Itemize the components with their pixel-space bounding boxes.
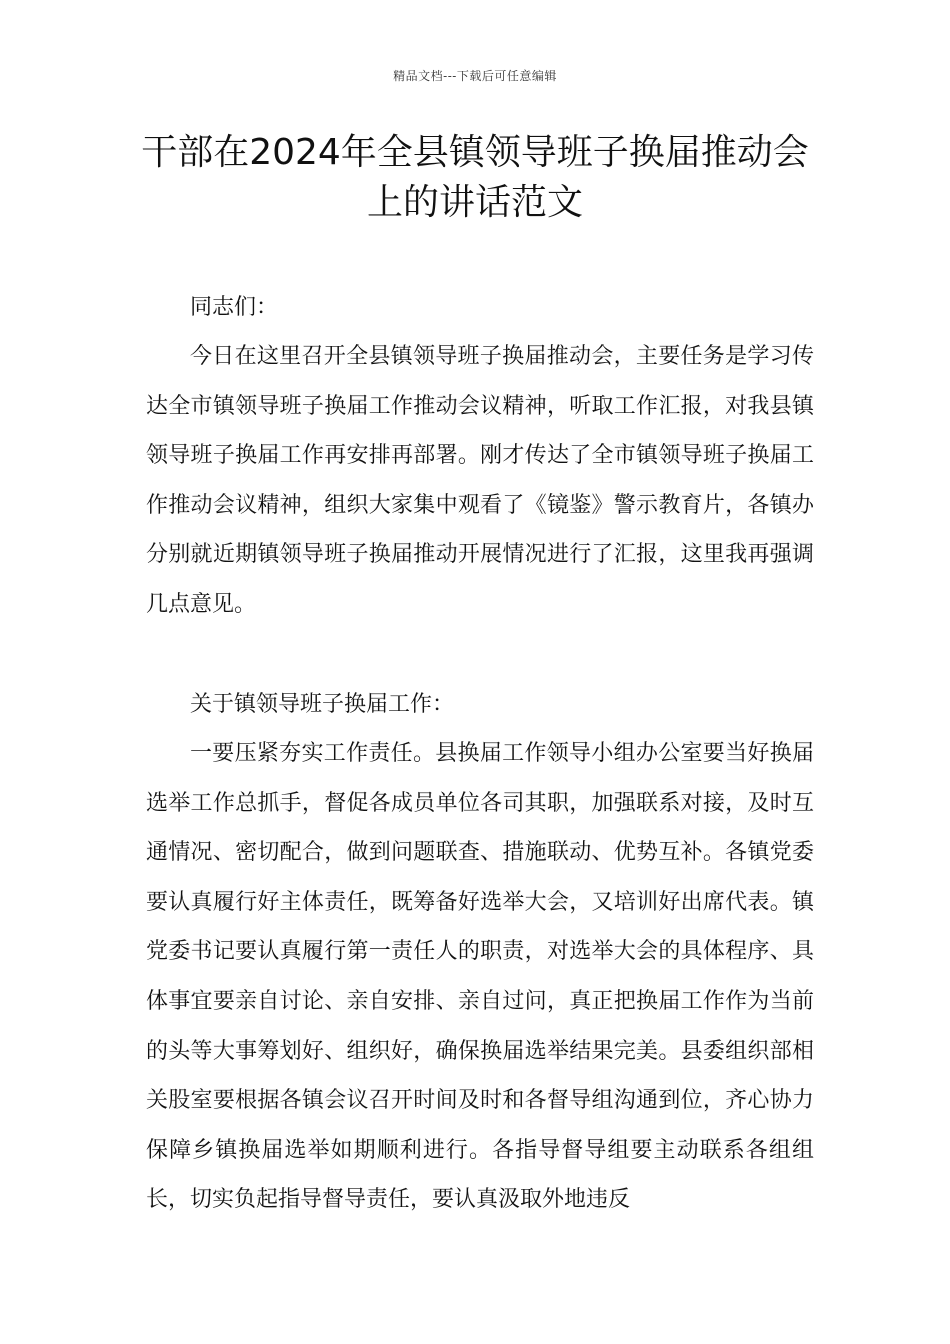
salutation: 同志们： [190,295,279,320]
header-note: 精品文档---下载后可任意编辑 [393,69,557,83]
document-title: 干部在2024年全县镇领导班子换届推动会上的讲话范文 [141,132,809,223]
paragraph-1: 今日在这里召开全县镇领导班子换届推动会，主要任务是学习传达全市镇领导班子换届工作推动会议精神，听取工作汇报，对我县镇领导班子换届工作再安排再部署。刚才传达了全市镇领导班子换届工作推动会议精神，组织大家集中观看了《镜鉴》警示教育片，各镇办分别就近期镇领导班子换届推动开展情况进行了汇报，这里我再强调几点意见。 [146,344,814,617]
section-paragraph-1: 一要压紧夯实工作责任。县换届工作领导小组办公室要当好换届选举工作总抓手，督促各成员单位各司其职，加强联系对接，及时互通情况、密切配合，做到问题联查、措施联动、优势互补。各镇党委要认真履行好主体责任，既筹备好选举大会，又培训好出席代表。镇党委书记要认真履行第一责任人的职责，对选举大会的具体程序、具体事宜要亲自讨论、亲自安排、亲自过问，真正把换届工作作为当前的头等大事筹划好、组织好，确保换届选举结果完美。县委组织部相关股室要根据各镇会议召开时间及时和各督导组沟通到位，齐心协力保障乡镇换届选举如期顺利进行。各指导督导组要主动联系各组组长，切实负起指导督导责任，要认真汲取外地违反 [146,741,814,1213]
section-heading: 关于镇领导班子换届工作： [190,692,455,717]
